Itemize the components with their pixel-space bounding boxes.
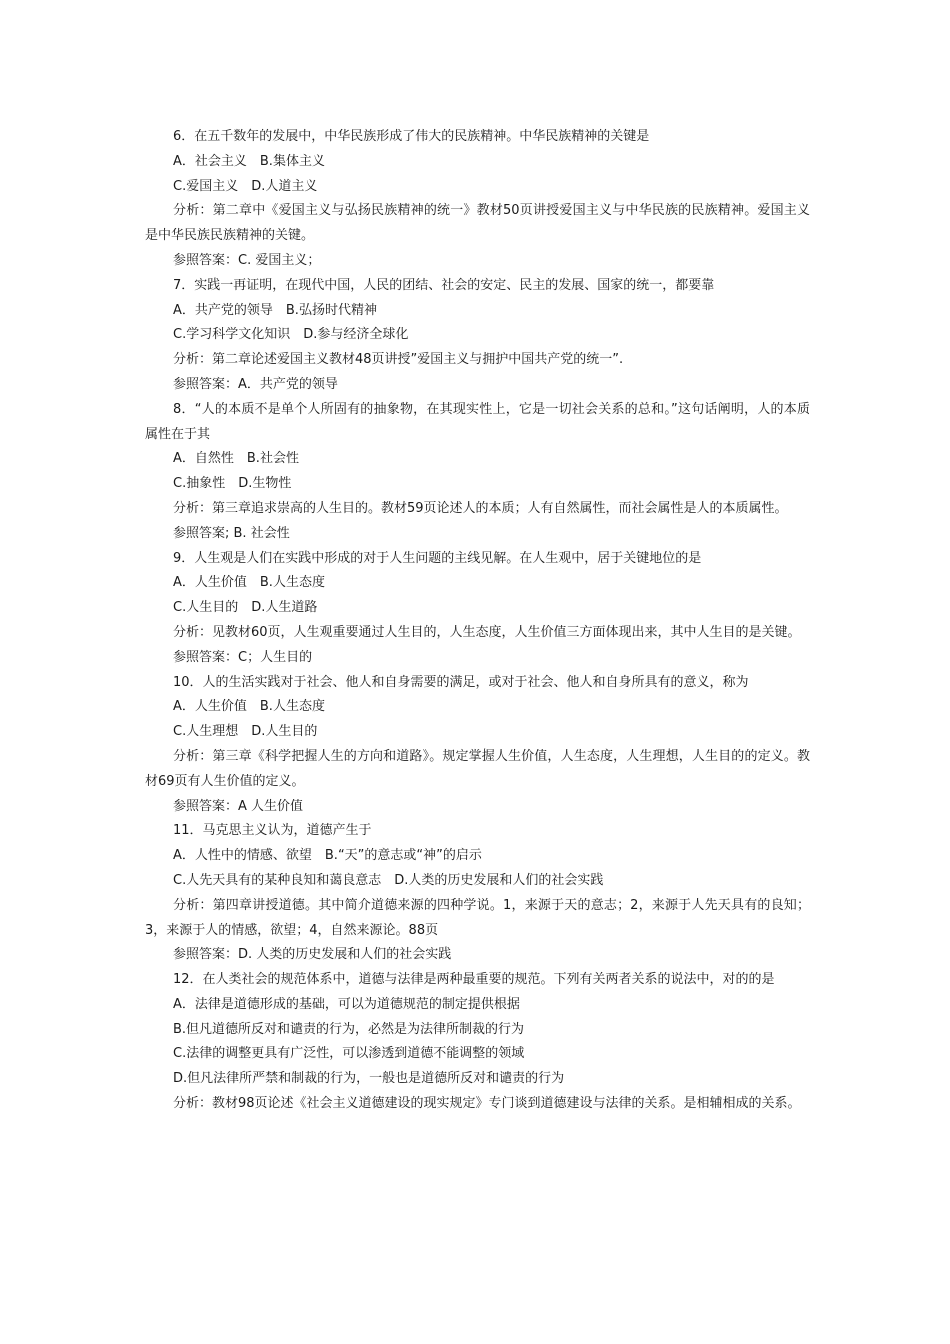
option-line: A．人生价值 B.人生态度 (173, 575, 325, 591)
question-9: 9．人生观是人们在实践中形成的对于人生问题的主线见解。在人生观中，居于关键地位的是 (173, 550, 702, 566)
question-7: 7．实践一再证明，在现代中国，人民的团结、社会的安定、民主的发展、国家的统一，都要靠 (173, 277, 715, 293)
option-line: D.但凡法律所严禁和制裁的行为，一般也是道德所反对和谴责的行为 (173, 1071, 565, 1087)
option-line: A．社会主义 B.集体主义 (173, 153, 325, 169)
reference-answer: 参照答案：D. 人类的历史发展和人们的社会实践 (173, 947, 452, 963)
document-page (145, 125, 810, 1117)
analysis-text: 分析：第三章追求崇高的人生目的。教材59页论述人的本质；人有自然属性，而社会属性是人的本质属性。 (173, 500, 788, 516)
reference-answer: 参照答案：A 人生价值 (173, 798, 304, 814)
option-line: B.但凡道德所反对和谴责的行为，必然是为法律所制裁的行为 (173, 1021, 525, 1037)
option-line: C.法律的调整更具有广泛性，可以渗透到道德不能调整的领域 (173, 1046, 525, 1062)
question-12: 12．在人类社会的规范体系中，道德与法律是两种最重要的规范。下列有关两者关系的说法中，对的的是 (173, 972, 775, 988)
option-line: A．共产党的领导 B.弘扬时代精神 (173, 302, 377, 318)
option-line: C.抽象性 D.生物性 (173, 476, 292, 492)
reference-answer: 参照答案：C；人生目的 (173, 649, 313, 665)
question-10: 10．人的生活实践对于社会、他人和自身需要的满足，或对于社会、他人和自身所具有的意义，称为 (173, 674, 749, 690)
reference-answer: 参照答案; B. 社会性 (173, 525, 290, 541)
analysis-text: 分析：第三章《科学把握人生的方向和道路》。规定掌握人生价值，人生态度，人生理想，人生目的的定义。教材69页有人生价值的定义。 (145, 748, 810, 789)
option-line: C.人生目的 D.人生道路 (173, 600, 318, 616)
analysis-text: 分析：教材98页论述《社会主义道德建设的现实规定》专门谈到道德建设与法律的关系。是相辅相成的关系。 (173, 1096, 801, 1112)
option-line: C.学习科学文化知识 D.参与经济全球化 (173, 327, 409, 343)
option-line: A．人生价值 B.人生态度 (173, 699, 325, 715)
question-6: 6．在五千数年的发展中，中华民族形成了伟大的民族精神。中华民族精神的关键是 (173, 129, 650, 144)
option-line: C.人生理想 D.人生目的 (173, 724, 318, 740)
option-line: C.爱国主义 D.人道主义 (173, 178, 318, 194)
reference-answer: 参照答案：C. 爱国主义； (173, 252, 321, 268)
option-line: A．人性中的情感、欲望 B.“天”的意志或“神”的启示 (173, 848, 482, 864)
analysis-text: 分析：见教材60页，人生观重要通过人生目的，人生态度，人生价值三方面体现出来，其中人生目的是关键。 (173, 624, 801, 640)
option-line: A．自然性 B.社会性 (173, 451, 299, 467)
analysis-text: 分析：第四章讲授道德。其中简介道德来源的四种学说。1，来源于天的意志；2，来源于人先天具有的良知；3，来源于人的情感，欲望；4，自然来源论。88页 (145, 897, 810, 938)
reference-answer: 参照答案：A．共产党的领导 (173, 376, 338, 392)
analysis-text: 分析：第二章论述爱国主义教材48页讲授”爱国主义与拥护中国共产党的统一”. (173, 352, 624, 368)
option-line: A．法律是道德形成的基础，可以为道德规范的制定提供根据 (173, 996, 520, 1012)
question-8: 8．“人的本质不是单个人所固有的抽象物，在其现实性上，它是一切社会关系的总和。”这句话阐明，人的本质属性在于其 (145, 401, 810, 442)
analysis-text: 分析：第二章中《爱国主义与弘扬民族精神的统一》教材50页讲授爱国主义与中华民族的民族精神。爱国主义是中华民族民族精神的关键。 (145, 203, 810, 244)
question-11: 11．马克思主义认为，道德产生于 (173, 823, 372, 839)
option-line: C.人先天具有的某种良知和蔼良意志 D.人类的历史发展和人们的社会实践 (173, 872, 604, 888)
